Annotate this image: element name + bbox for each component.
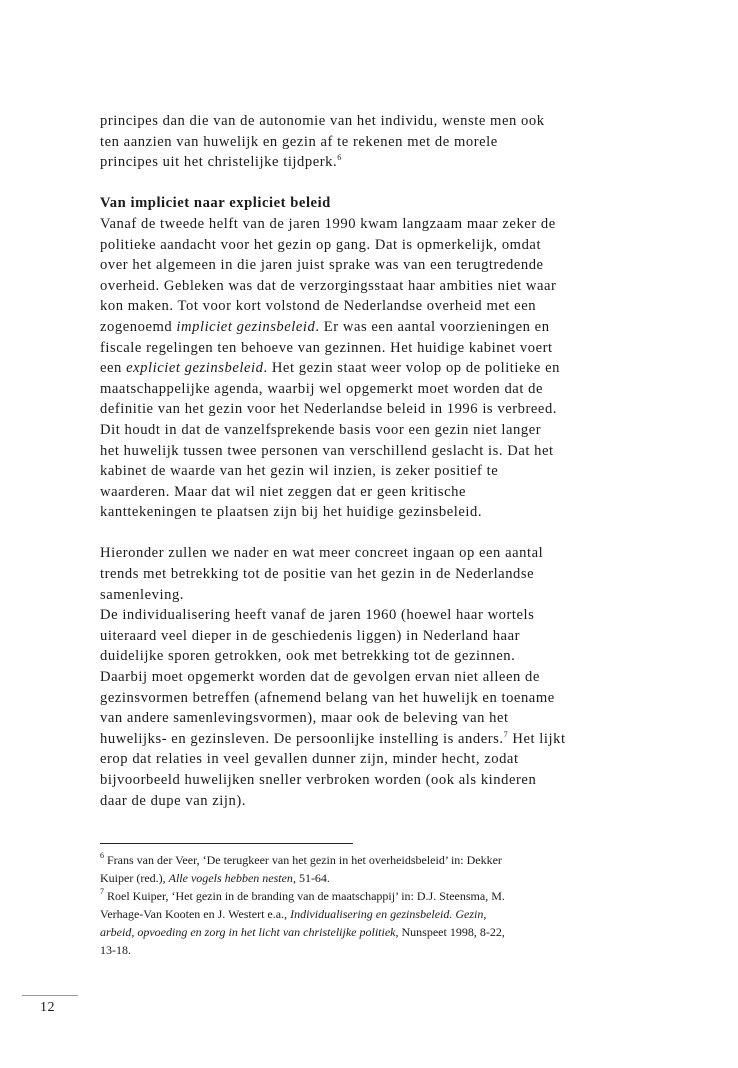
text-run: waarderen. Maar dat wil niet zeggen dat er geen kritische <box>100 483 467 500</box>
text-line <box>100 605 660 626</box>
text-run: een <box>100 360 127 377</box>
text-line <box>100 317 660 338</box>
footnotes <box>100 851 660 959</box>
text-line <box>100 276 660 297</box>
text-run: definitie van het gezin voor het Nederlandse beleid in 1996 is verbreed. <box>100 401 557 418</box>
text-line <box>100 729 660 750</box>
emphasis-text: Individualisering en gezinsbeleid. Gezin, <box>290 907 487 921</box>
text-line <box>100 338 660 359</box>
text-run: overheid. Gebleken was dat de verzorgingsstaat haar ambities niet waar <box>100 277 557 294</box>
page-number: 12 <box>40 1000 55 1015</box>
text-run: Kuiper (red.), <box>100 871 169 885</box>
text-line <box>100 358 660 379</box>
text-line <box>100 688 660 709</box>
emphasis-text: impliciet gezinsbeleid <box>176 318 316 335</box>
footnote-line <box>100 905 660 923</box>
text-line <box>100 420 660 441</box>
text-run: Van impliciet naar expliciet beleid <box>100 195 331 212</box>
text-line <box>100 502 660 523</box>
text-run: De individualisering heeft vanaf de jaren 1960 (hoewel haar wortels <box>100 607 535 624</box>
text-line <box>100 152 660 173</box>
text-run: . Het gezin staat weer volop op de politieke en <box>263 360 560 377</box>
text-run: zogenoemd <box>100 318 177 335</box>
text-run: Vanaf de tweede helft van de jaren 1990 kwam langzaam maar zeker de <box>100 215 556 232</box>
footnote-line <box>100 887 660 905</box>
text-run: erop dat relaties in veel gevallen dunner zijn, minder hecht, zodat <box>100 751 519 768</box>
text-line <box>100 770 660 791</box>
emphasis-text: Alle vogels hebben nesten <box>168 871 293 885</box>
text-line <box>100 255 660 276</box>
text-run: kabinet de waarde van het gezin wil inzien, is zeker positief te <box>100 463 499 480</box>
footnote-ref[interactable]: 6 <box>100 851 104 860</box>
text-run: , Nunspeet 1998, 8-22, <box>395 925 505 939</box>
text-line <box>100 482 660 503</box>
text-run: uiteraard veel dieper in de geschiedenis liggen) in Nederland haar <box>100 627 521 644</box>
footnote-ref[interactable]: 6 <box>337 153 342 163</box>
text-run: Daarbij moet opgemerkt worden dat de gevolgen ervan niet alleen de <box>100 669 540 686</box>
text-run: van andere samenlevingsvormen), maar ook de beleving van het <box>100 710 509 727</box>
text-run: fiscale regelingen ten behoeve van gezinnen. Het huidige kabinet voert <box>100 339 553 356</box>
text-run: kanttekeningen te plaatsen zijn bij het huidige gezinsbeleid. <box>100 504 483 521</box>
text-run: trends met betrekking tot de positie van het gezin in de Nederlandse <box>100 566 535 583</box>
text-line <box>100 296 660 317</box>
text-run: , 51-64. <box>292 871 330 885</box>
text-line <box>100 791 660 812</box>
text-run: . Er was een aantal voorzieningen en <box>315 318 550 335</box>
text-line <box>100 399 660 420</box>
footnote-line <box>100 869 660 887</box>
text-run: gezinsvormen betreffen (afnemend belang van het huwelijk en toename <box>100 689 555 706</box>
text-run: kon maken. Tot voor kort volstond de Nederlandse overheid met een <box>100 298 537 315</box>
text-run: het huwelijk tussen twee personen van verschillend geslacht is. Dat het <box>100 442 554 459</box>
text-line <box>100 379 660 400</box>
footnote-line <box>100 923 660 941</box>
footnote-line <box>100 941 660 959</box>
text-run: daar de dupe van zijn). <box>100 792 246 809</box>
text-line <box>100 441 660 462</box>
footnote-line <box>100 851 660 869</box>
text-run: Dit houdt in dat de vanzelfsprekende basis voor een gezin niet langer <box>100 421 542 438</box>
text-run: ten aanzien van huwelijk en gezin af te rekenen met de morele <box>100 133 498 150</box>
text-run: bijvoorbeeld huwelijken sneller verbroken worden (ook als kinderen <box>100 772 537 788</box>
text-line <box>100 235 660 256</box>
text-line <box>100 667 660 688</box>
footnote-ref[interactable]: 7 <box>503 729 509 739</box>
text-line <box>100 708 660 729</box>
paragraph-gap <box>100 523 660 544</box>
text-line <box>100 564 660 585</box>
text-line <box>100 646 660 667</box>
text-line <box>100 543 660 564</box>
text-run: Frans van der Veer, ‘De terugkeer van het gezin in het overheidsbeleid’ in: Dekker <box>104 853 502 867</box>
footnote-ref[interactable]: 7 <box>100 887 104 896</box>
text-line <box>100 132 660 153</box>
text-run: Roel Kuiper, ‘Het gezin in de branding van de maatschappij’ in: D.J. Steensma, M. <box>104 889 505 903</box>
text-line <box>100 214 660 235</box>
text-run: Hieronder zullen we nader en wat meer concreet ingaan op een aantal <box>100 545 544 562</box>
text-run: 13-18. <box>100 943 131 957</box>
text-run: principes uit het christelijke tijdperk. <box>100 154 338 171</box>
text-run: Verhage-Van Kooten en J. Westert e.a., <box>100 907 291 921</box>
text-run: Het lijkt <box>508 730 566 747</box>
emphasis-text: expliciet gezinsbeleid <box>126 360 264 377</box>
text-line <box>100 626 660 647</box>
text-run: over het algemeen in die jaren juist sprake was van een terugtredende <box>100 257 544 274</box>
text-line <box>100 111 660 132</box>
text-run: samenleving. <box>100 586 185 603</box>
text-run: duidelijke sporen getrokken, ook met betrekking tot de gezinnen. <box>100 648 516 665</box>
footnote-divider <box>100 843 353 844</box>
body-text <box>100 111 660 811</box>
text-run: huwelijks- en gezinsleven. De persoonlijke instelling is anders. <box>100 730 504 747</box>
section-heading <box>100 193 660 214</box>
text-line <box>100 585 660 606</box>
paragraph-gap <box>100 173 660 194</box>
emphasis-text: arbeid, opvoeding en zorg in het licht van christelijke politiek <box>100 925 396 939</box>
text-line <box>100 461 660 482</box>
text-run: politieke aandacht voor het gezin op gang. Dat is opmerkelijk, omdat <box>100 236 542 253</box>
page-number-rule <box>22 995 78 996</box>
text-run: maatschappelijke agenda, waarbij wel opgemerkt moet worden dat de <box>100 380 543 397</box>
text-line <box>100 749 660 770</box>
text-run: principes dan die van de autonomie van het individu, wenste men ook <box>100 113 545 129</box>
